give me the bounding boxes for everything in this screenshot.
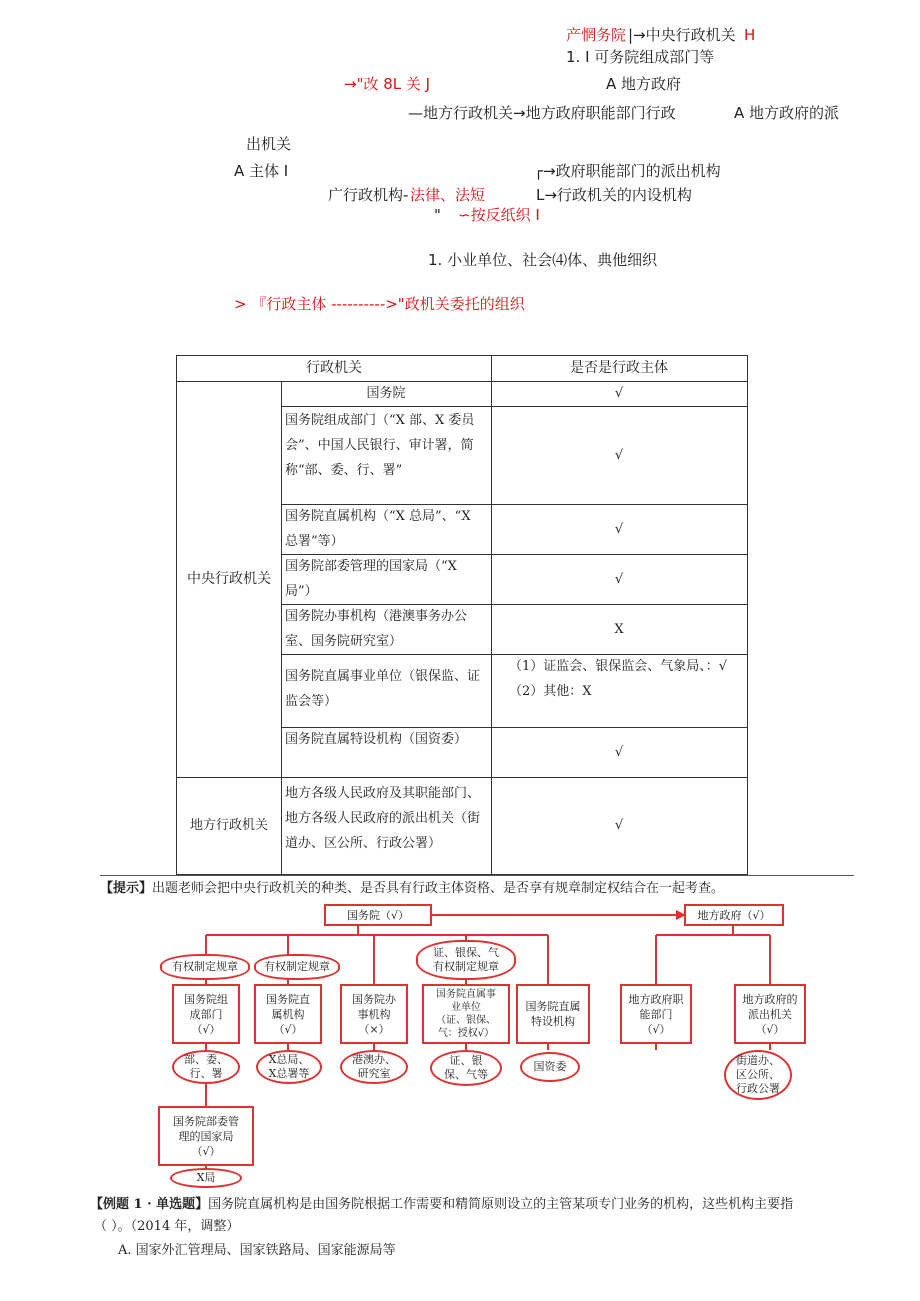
note-guowuyuan: 产惘务院 [566, 26, 627, 44]
rulemaking-cloud-1: 有权制定规章 [160, 954, 250, 980]
table-header-agency: 行政机关 [306, 360, 362, 376]
gangao-oval: 港澳办、 研究室 [340, 1050, 408, 1084]
note-entrusted-org: > 『行政主体 ---------->"政机关委托的组织 [234, 295, 525, 313]
note-central-agency: |→中央行政机关 [628, 26, 736, 44]
note-local-agency: —地方行政机关→地方政府职能部门行政 [408, 104, 676, 122]
agency-diagram [148, 898, 798, 1190]
table-row-value: √ [614, 521, 624, 537]
table-row-value: √ [614, 744, 624, 760]
table-row-name: 国务院 [366, 386, 406, 401]
state-dept-box: 国务院组 成部门 （√） [172, 984, 240, 1044]
note-dispatch-organ: 出机关 [246, 135, 292, 153]
hint-label: 【提示】 [100, 881, 153, 896]
xju-oval: X局 [170, 1168, 242, 1188]
section-divider [100, 875, 854, 876]
special-agency-box: 国务院直属 特设机构 [516, 984, 590, 1044]
example-label: 【例题 1 · 单选题】 [90, 1197, 209, 1212]
note-state-departments: 1. I 可务院组成部门等 [566, 48, 715, 66]
table-row-name: 国务院组成部门（“X 部、X 委员会”、中国人民银行、审计署，简称“部、委、行、署” [285, 413, 475, 478]
national-bureau-box: 国务院部委管 理的国家局 （√） [158, 1106, 254, 1166]
note-admin-institution: 广行政机构- [328, 186, 409, 204]
table-row-name: 国务院直属特设机构（国资委） [285, 732, 468, 747]
note-admin-organ: →"改 8L 关 J [344, 75, 431, 93]
value-line-1: （1）证监会、银保监会、气象局、：√ [509, 659, 728, 674]
note-quote: " [434, 206, 441, 224]
table-header-subject: 是否是行政主体 [570, 360, 668, 376]
note-internal-org: L→行政机关的内设机构 [536, 186, 692, 204]
table-row-value: √ [614, 386, 624, 401]
hint-text: 出题老师会把中央行政机关的种类、是否具有行政主体资格、是否享有规章制定权结合在一起考查。 [152, 881, 725, 896]
example-text: 国务院直属机构是由国务院根据工作需要和精简原则设立的主管某项专门业务的机构，这些机构主要指 [208, 1197, 794, 1212]
rulemaking-cloud-2: 有权制定规章 [254, 954, 340, 980]
note-law: 法律、法短 [410, 186, 486, 204]
rulemaking-cloud-3: 证、银保、气 有权制定规章 [416, 940, 516, 980]
table-row-value: √ [614, 818, 624, 833]
note-public-institutions: 1. 小业单位、社会⑷体、典他细织 [428, 251, 658, 269]
direct-agency-box: 国务院直 属机构 （√） [254, 984, 322, 1044]
table-row-value [491, 654, 747, 727]
office-agency-box: 国务院办 事机构 （×） [340, 984, 408, 1044]
table-row-name: 国务院办事机构（港澳事务办公室、国务院研究室） [285, 609, 468, 649]
note-authorized-org: ∽按反纸织 I [458, 206, 540, 224]
public-institution-box: 国务院直属事 业单位 （证、银保、 气：授权√） [422, 984, 510, 1044]
value-line-2: （2）其他：X [509, 684, 592, 699]
buwei-oval: 部、委、 行、署 [172, 1050, 240, 1084]
zongju-oval: X总局、 X总署等 [256, 1050, 322, 1084]
table-row-name: 国务院直属事业单位（银保监、证监会等） [285, 669, 481, 709]
guozi-oval: 国资委 [520, 1052, 580, 1082]
table-row-value: X [614, 621, 624, 637]
example-line [90, 1196, 793, 1214]
guowuyuan-box: 国务院（√） [324, 904, 432, 926]
central-agency-label: 中央行政机关 [187, 570, 271, 587]
local-gov-box: 地方政府（√） [684, 904, 784, 926]
table-row-name: 国务院部委管理的国家局（“X 局”） [285, 559, 457, 599]
local-agency-label: 地方行政机关 [189, 818, 268, 833]
note-local-gov: A 地方政府 [606, 75, 682, 93]
table-row-name: 地方各级人民政府及其职能部门、地方各级人民政府的派出机关（街道办、区公所、行政公署） [285, 786, 481, 851]
local-dispatch-box: 地方政府的 派出机关 （√） [734, 984, 806, 1044]
zhengyin-oval: 证、银 保、气等 [430, 1050, 502, 1086]
table-row-value: √ [614, 447, 624, 463]
note-subject: A 主体 I [234, 162, 289, 180]
table-row-name: 国务院直属机构（“X 总局”、“X 总署”等） [285, 509, 471, 549]
note-dept-dispatch: ┌→政府职能部门的派出机构 [534, 162, 721, 180]
jiedao-oval: 街道办、 区公所、 行政公署 [724, 1050, 792, 1100]
example-blank: （ ）。（2014 年，调整） [94, 1219, 240, 1234]
note-local-dispatch: A 地方政府的派 [734, 104, 840, 122]
admin-subject-table [176, 355, 748, 875]
hint-line [100, 880, 724, 898]
table-row-value: √ [614, 571, 624, 587]
option-a[interactable]: A. 国家外汇管理局、国家铁路局、国家能源局等 [118, 1243, 396, 1258]
note-h: H [744, 26, 756, 44]
local-dept-box: 地方政府职 能部门 （√） [620, 984, 692, 1044]
